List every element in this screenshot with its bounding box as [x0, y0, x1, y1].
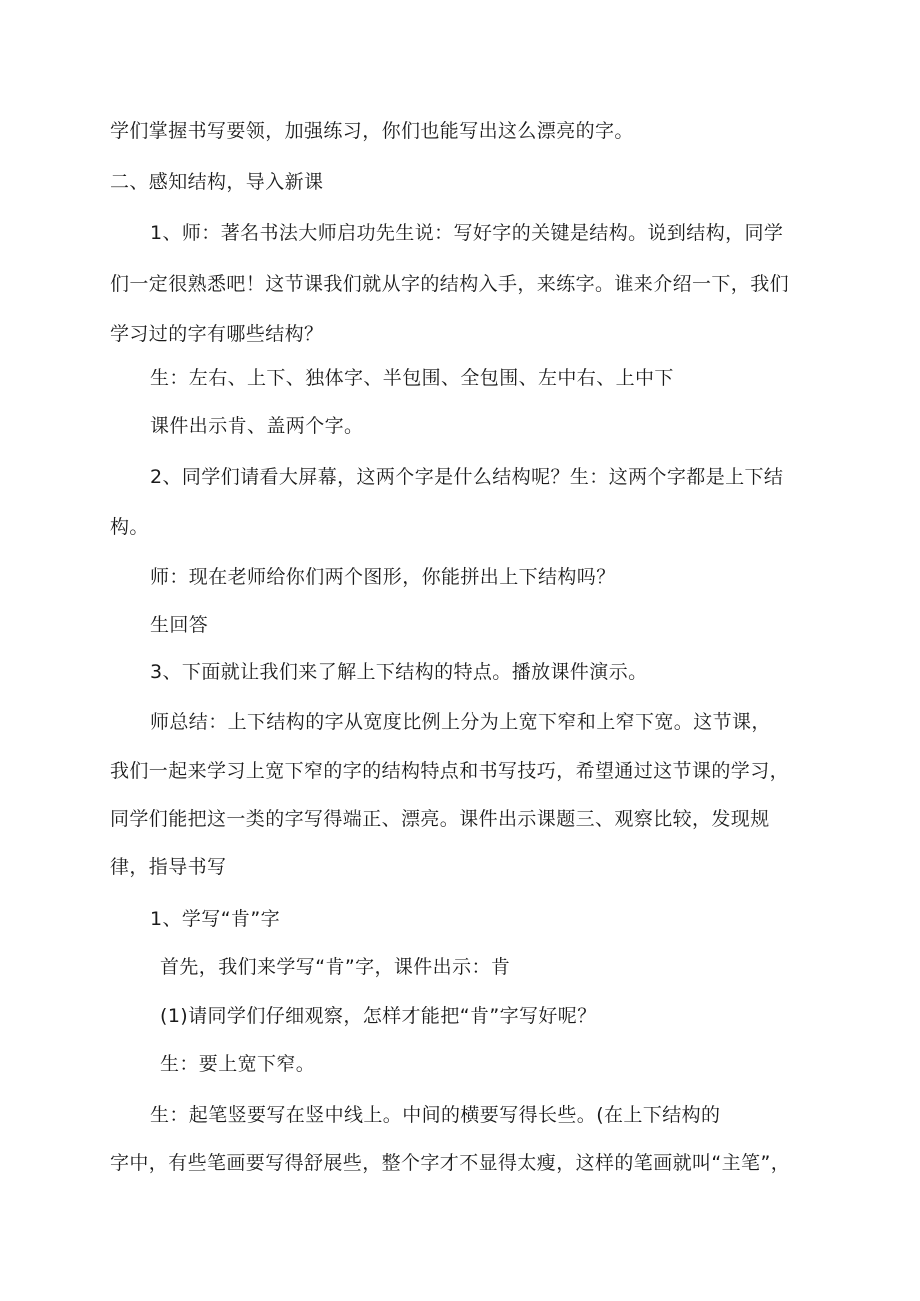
text-line: 2、同学们请看大屏幕，这两个字是什么结构呢？生：这两个字都是上下结: [150, 466, 784, 488]
text-line: 课件出示肯、盖两个字。: [150, 415, 364, 437]
text-line: 生：要上宽下窄。: [160, 1053, 316, 1075]
text-line: 首先，我们来学写“肯”字，课件出示：肯: [160, 956, 511, 978]
text-line: 1、师：著名书法大师启功先生说：写好字的关键是结构。说到结构，同学: [150, 222, 784, 244]
text-line: 学习过的字有哪些结构？: [110, 323, 324, 345]
text-line: 构。: [110, 516, 149, 538]
text-line: 同学们能把这一类的字写得端正、漂亮。课件出示课题三、观察比较，发现规: [110, 808, 770, 830]
text-line: 学们掌握书写要领，加强练习，你们也能写出这么漂亮的字。: [110, 120, 634, 142]
text-line: 生：起笔竖要写在竖中线上。中间的横要写得长些。(在上下结构的: [150, 1104, 721, 1126]
text-line: 我们一起来学习上宽下窄的字的结构特点和书写技巧，希望通过这节课的学习，: [110, 760, 790, 782]
text-line: 师总结：上下结构的字从宽度比例上分为上宽下窄和上窄下宽。这节课，: [150, 711, 771, 733]
text-line: 1、学写“肯”字: [150, 908, 280, 930]
text-line: 律，指导书写: [110, 856, 227, 878]
text-line: 们一定很熟悉吧！这节课我们就从字的结构入手，来练字。谁来介绍一下，我们: [110, 273, 790, 295]
text-line: 师：现在老师给你们两个图形，你能拼出上下结构吗？: [150, 566, 616, 588]
text-line: 生回答: [150, 614, 209, 636]
text-line: 生：左右、上下、独体字、半包围、全包围、左中右、上中下: [150, 367, 674, 389]
section-heading: 二、感知结构，导入新课: [110, 171, 324, 193]
text-line: 字中，有些笔画要写得舒展些，整个字才不显得太瘦，这样的笔画就叫“主笔”，: [110, 1152, 791, 1174]
text-line: 3、下面就让我们来了解上下结构的特点。播放课件演示。: [150, 661, 648, 683]
text-line: (1)请同学们仔细观察，怎样才能把“肯”字写好呢？: [160, 1005, 597, 1027]
